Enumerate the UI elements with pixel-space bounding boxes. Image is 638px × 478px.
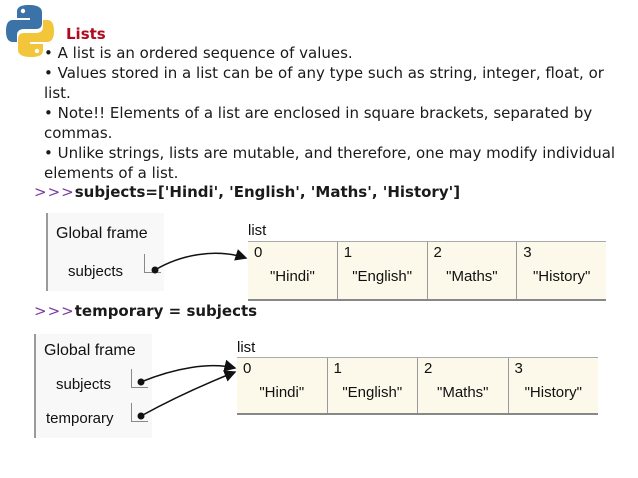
list-index: 0 [243, 360, 252, 377]
prompt: >>> [34, 302, 75, 320]
frame-var-temporary: temporary [46, 410, 114, 427]
frame-var-subjects: subjects [68, 263, 124, 280]
bullet-item: • Unlike strings, lists are mutable, and therefore, one may modify individual elements of a list. [44, 144, 616, 182]
reference-arrow [141, 372, 235, 416]
list-label: list [248, 222, 267, 239]
code-text: temporary = subjects [74, 302, 258, 320]
list-index: 2 [424, 360, 433, 377]
list-value: "English" [342, 384, 403, 401]
list-index: 0 [254, 244, 263, 261]
bullet-item: • A list is an ordered sequence of values. [44, 44, 353, 62]
list-label: list [237, 339, 256, 356]
list-value: "Maths" [446, 268, 498, 285]
frame-var-subjects: subjects [56, 376, 112, 393]
list-index: 1 [343, 244, 353, 261]
list-value: "Hindi" [259, 384, 305, 401]
prompt: >>> [34, 183, 75, 201]
list-index: 3 [514, 360, 523, 377]
code-text: subjects=['Hindi', 'English', 'Maths', 'History'] [74, 183, 461, 201]
list-index: 2 [433, 244, 442, 261]
list-value: "History" [524, 384, 582, 401]
reference-arrow [155, 253, 246, 270]
list-value: "English" [352, 268, 413, 285]
bullet-item: • Values stored in a list can be of any type such as string, integer, float, or list. [44, 64, 604, 102]
list-index: 3 [523, 244, 532, 261]
list-value: "Hindi" [269, 268, 315, 285]
frame-title: Global frame [56, 225, 148, 242]
bullet-item: • Note!! Elements of a list are enclosed in square brackets, separated by commas. [44, 104, 593, 142]
frame-title: Global frame [44, 342, 136, 359]
list-index: 1 [333, 360, 342, 377]
list-value: "History" [532, 268, 591, 285]
list-value: "Maths" [437, 384, 489, 401]
reference-arrow [141, 366, 235, 382]
slide-title: Lists [66, 25, 106, 43]
